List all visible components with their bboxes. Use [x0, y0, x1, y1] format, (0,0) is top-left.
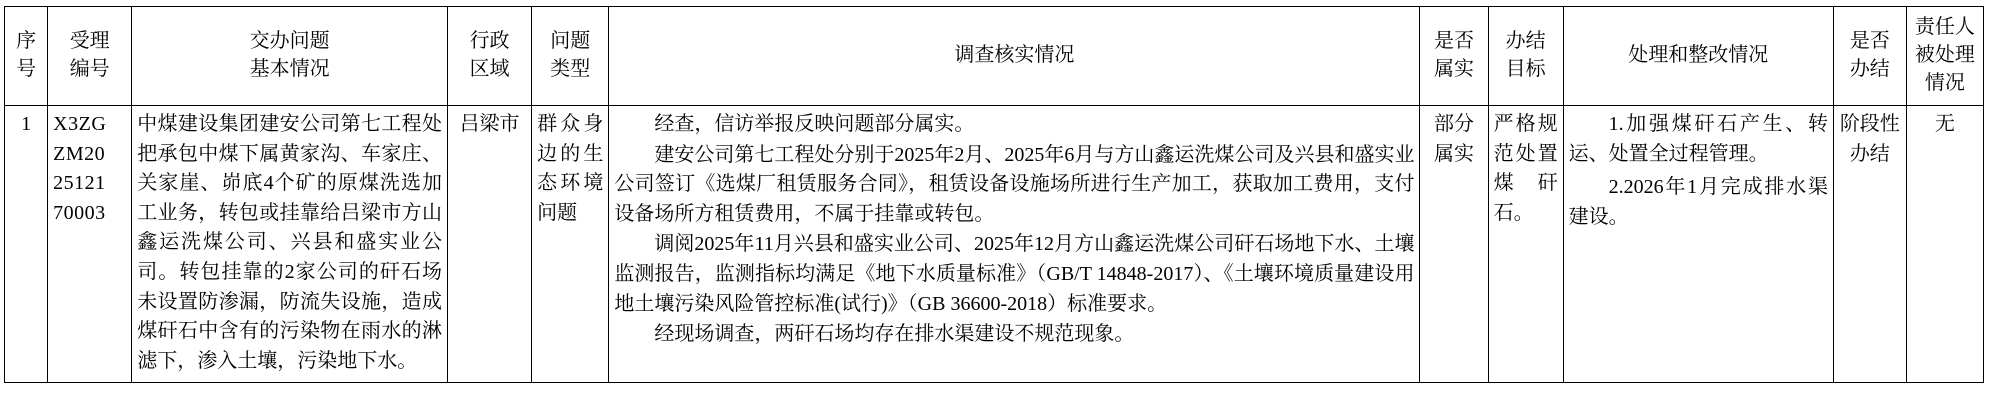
- code-line: X3ZG: [53, 113, 107, 135]
- column-header-region: 行政 区域: [448, 7, 532, 106]
- cell-responsibility: 无: [1906, 106, 1983, 383]
- handling-item: 1.加强煤矸石产生、转运、处置全过程管理。: [1568, 113, 1828, 165]
- cell-is-closed: [1833, 106, 1906, 383]
- investigation-paragraph: 建安公司第七工程处分别于2025年2月、2025年6月与方山鑫运洗煤公司及兴县和盛实业公司签订《选煤厂租赁服务合同》，租赁设备设施场所进行生产加工，获取加工费用，支付设备场所方租赁费用，不属于挂靠或转包。: [614, 143, 1415, 225]
- code-line: 70003: [53, 201, 106, 224]
- column-header-investigation: 调查核实情况: [609, 7, 1420, 106]
- cell-goal: [1488, 106, 1563, 383]
- table-body: [5, 106, 1984, 383]
- handling-item: 2.2026年1月完成排水渠建设。: [1568, 176, 1828, 228]
- investigation-table: [4, 6, 1984, 383]
- code-line: 25121: [53, 172, 106, 195]
- column-header-handling: 处理和整改情况: [1563, 7, 1833, 106]
- column-header-is-true: 是否 属实: [1420, 7, 1488, 106]
- column-header-goal: 办结 目标: [1488, 7, 1563, 106]
- is-true-line: 属实: [1434, 142, 1475, 165]
- investigation-paragraph: 经查，信访举报反映问题部分属实。: [654, 113, 975, 135]
- cell-problem: [132, 106, 448, 383]
- column-header-type: 问题 类型: [532, 7, 609, 106]
- cell-handling: [1563, 106, 1833, 383]
- column-header-seq: 序 号: [5, 7, 48, 106]
- is-closed-line: 办结: [1849, 142, 1890, 165]
- type-text: 群众身边的生态环境问题: [537, 113, 604, 224]
- column-header-responsibility: 责任人 被处理 情况: [1906, 7, 1983, 106]
- column-header-code: 受理 编号: [48, 7, 132, 106]
- cell-code: [48, 106, 132, 383]
- investigation-paragraph: 调阅2025年11月兴县和盛实业公司、2025年12月方山鑫运洗煤公司矸石场地下水、土壤监测报告，监测指标均满足《地下水质量标准》（GB/T 14848-2017）、《土壤环境质量建设用地土壤污染风险管控标准(试行)》（GB 36600-2018）标准要求。: [614, 233, 1415, 315]
- column-header-problem: 交办问题 基本情况: [132, 7, 448, 106]
- cell-region: 吕梁市: [448, 106, 532, 383]
- table-row: [5, 106, 1984, 383]
- problem-text: 中煤建设集团建安公司第七工程处把承包中煤下属黄家沟、车家庄、关家崖、峁底4个矿的原煤洗选加工业务，转包或挂靠给吕梁市方山鑫运洗煤公司、兴县和盛实业公司。转包挂靠的2家公司的矸石场未设置防渗漏，防流失设施，造成煤矸石中含有的污染物在雨水的淋滤下，渗入土壤，污染地下水。: [137, 113, 443, 372]
- header-row: [5, 7, 1984, 106]
- goal-text: 严格规范处置煤矸石。: [1493, 113, 1558, 224]
- cell-is-true: [1420, 106, 1488, 383]
- investigation-paragraph: 经现场调查，两矸石场均存在排水渠建设不规范现象。: [654, 323, 1135, 346]
- cell-investigation: [609, 106, 1420, 383]
- is-true-line: 部分: [1434, 113, 1475, 135]
- cell-seq: 1: [5, 106, 48, 383]
- column-header-is-closed: 是否 办结: [1833, 7, 1906, 106]
- cell-type: [532, 106, 609, 383]
- table-header: [5, 7, 1984, 106]
- code-line: ZM20: [53, 142, 106, 165]
- is-closed-line: 阶段性: [1839, 113, 1900, 135]
